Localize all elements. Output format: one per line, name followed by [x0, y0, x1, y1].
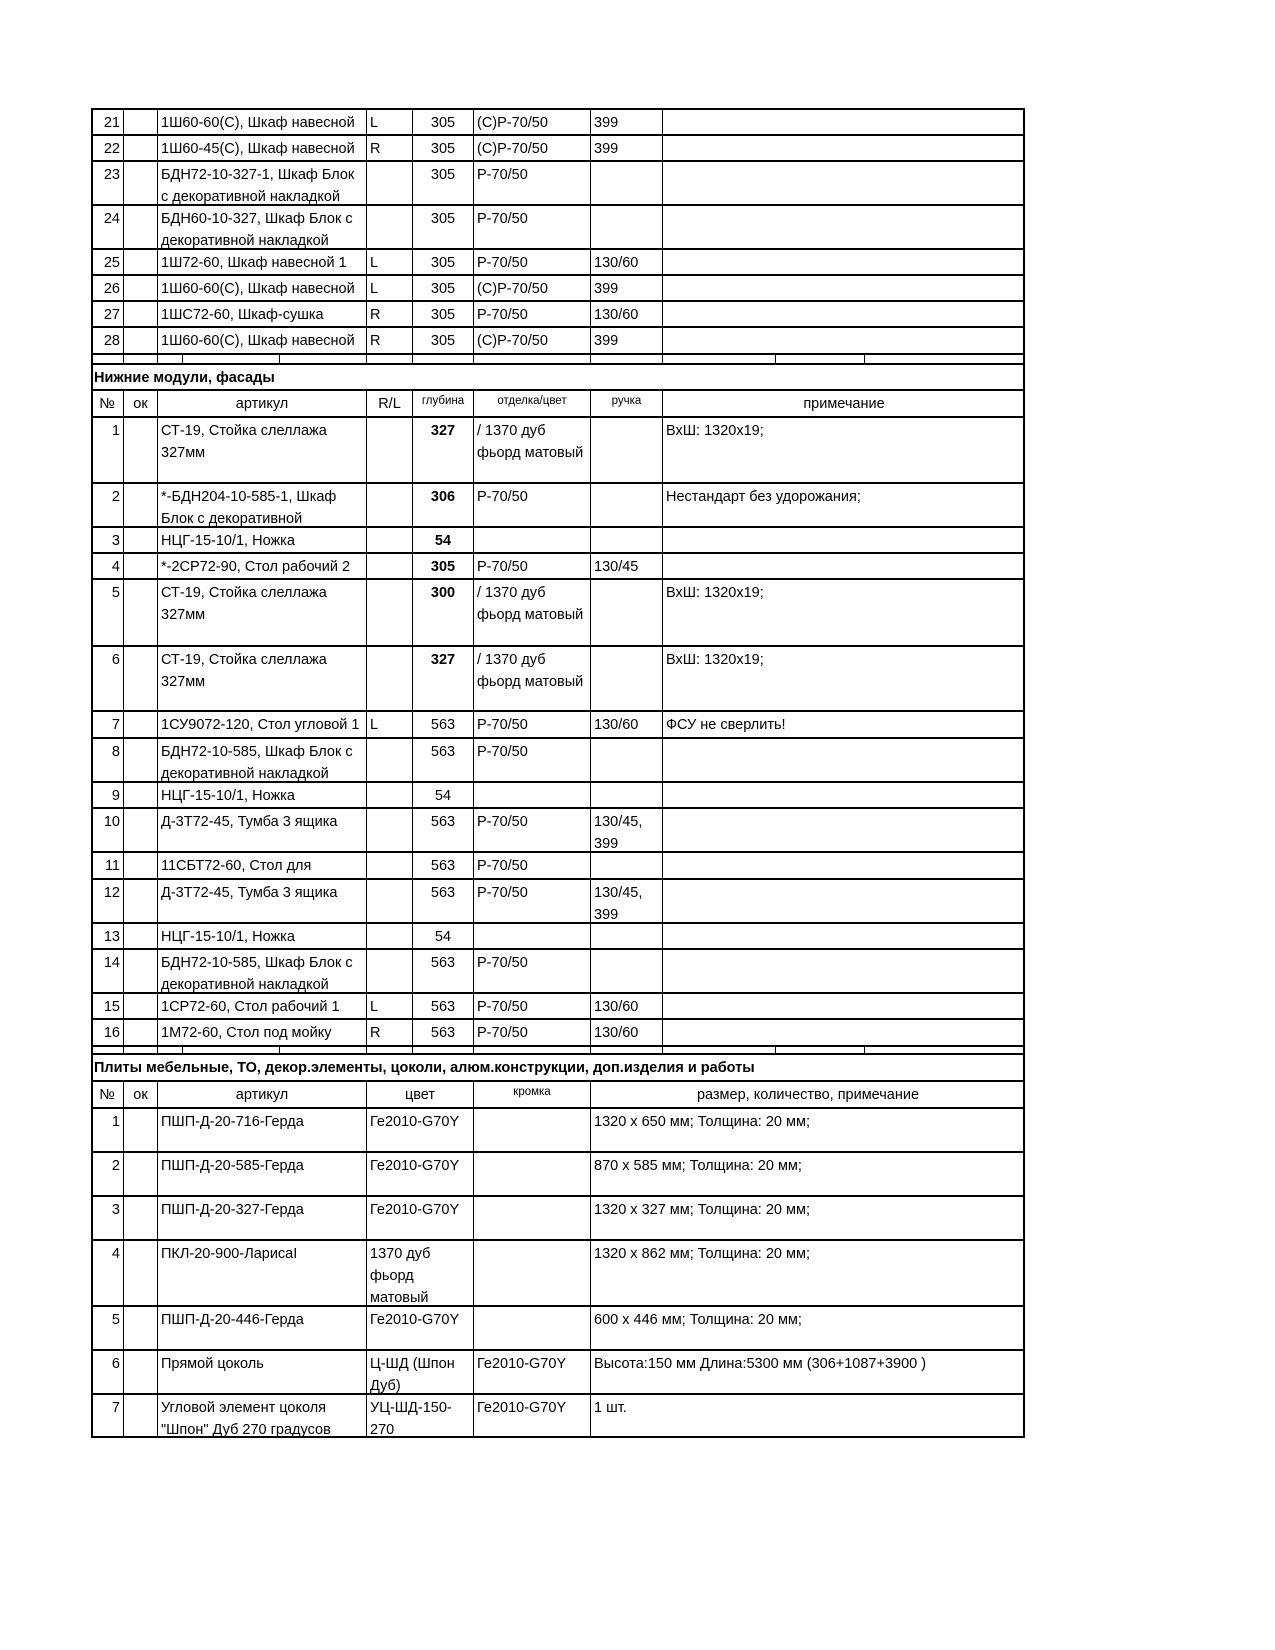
cell [662, 276, 1025, 300]
cell: 27 [103, 307, 120, 323]
cell [123, 162, 157, 204]
cell [366, 647, 412, 710]
cell [123, 783, 157, 807]
cell [662, 853, 1025, 878]
table-row [91, 274, 1025, 300]
cell: 14 [103, 955, 120, 971]
cell: 563 [412, 853, 473, 878]
cell: 306 [412, 484, 473, 526]
cell [590, 162, 662, 204]
table-row [91, 160, 1025, 204]
cell: (С)Р-70/50 [473, 328, 590, 353]
cell: Ге2010-G70Y [366, 1109, 473, 1151]
cell [123, 136, 157, 160]
cell [590, 580, 662, 645]
cell: Р-70/50 [473, 206, 590, 248]
cell: ВхШ: 1320x19; [662, 418, 1025, 482]
cell: 563 [412, 994, 473, 1018]
cell [123, 276, 157, 300]
table-row [91, 1349, 1025, 1393]
cell [123, 528, 157, 552]
cell: 305 [412, 162, 473, 204]
cell: 28 [103, 333, 120, 349]
cell [473, 1153, 590, 1195]
cell: 8 [111, 744, 120, 760]
column-header: кромка [473, 1082, 590, 1107]
table-row [91, 326, 1025, 353]
cell: 327 [412, 418, 473, 482]
cell: 399 [590, 328, 662, 353]
table-row [91, 851, 1025, 878]
cell: 130/60 [590, 994, 662, 1018]
column-header: отделка/цвет [473, 391, 590, 416]
cell [123, 712, 157, 737]
cell [366, 739, 412, 781]
column-header: ок [123, 391, 157, 416]
cell [123, 950, 157, 992]
cell [123, 1020, 157, 1045]
cell [662, 250, 1025, 274]
cell: НЦГ-15-10/1, Ножка [157, 924, 366, 948]
cell [123, 1153, 157, 1195]
cell: R [366, 328, 412, 353]
cell: (С)Р-70/50 [473, 110, 590, 134]
cell [473, 1307, 590, 1349]
cell: / 1370 дуб фьорд матовый [473, 647, 590, 710]
cell: Ге2010-G70Y [366, 1307, 473, 1349]
cell [366, 924, 412, 948]
column-header: размер, количество, примечание [590, 1082, 1025, 1107]
cell: Р-70/50 [473, 880, 590, 922]
column-header: № [99, 1087, 115, 1103]
cell: 399 [590, 136, 662, 160]
spacer-cell [157, 355, 366, 363]
cell: 1ШС72-60, Шкаф-сушка [157, 302, 366, 326]
table-row [91, 248, 1025, 274]
cell [123, 1307, 157, 1349]
cell: 399 [590, 110, 662, 134]
cell [123, 1197, 157, 1239]
column-header: артикул [157, 391, 366, 416]
spacer-cell [366, 355, 412, 363]
cell [590, 528, 662, 552]
column-header-row [91, 1080, 1025, 1107]
cell: 1 шт. [590, 1395, 1025, 1437]
cell: 563 [412, 712, 473, 737]
cell [123, 647, 157, 710]
cell [662, 206, 1025, 248]
cell [366, 580, 412, 645]
cell: СТ-19, Стойка слеллажа 327мм [157, 580, 366, 645]
cell: 11СБТ72-60, Стол для [157, 853, 366, 878]
cell: ПШП-Д-20-446-Герда [157, 1307, 366, 1349]
cell: L [366, 712, 412, 737]
cell: Р-70/50 [473, 712, 590, 737]
cell: 130/60 [590, 302, 662, 326]
cell [123, 994, 157, 1018]
spacer-row [91, 353, 1025, 363]
cell [590, 853, 662, 878]
cell: БДН60-10-327, Шкаф Блок с декоративной накладкой [157, 206, 366, 248]
cell [123, 853, 157, 878]
cell: 54 [412, 528, 473, 552]
cell: 7 [111, 1400, 120, 1416]
cell: ПШП-Д-20-716-Герда [157, 1109, 366, 1151]
cell: 23 [103, 167, 120, 183]
cell: Угловой элемент цоколя "Шпон" Дуб 270 градусов [157, 1395, 366, 1437]
cell: 6 [111, 652, 120, 668]
table-row [91, 1151, 1025, 1195]
cell: 1Ш60-60(С), Шкаф навесной [157, 328, 366, 353]
table-row [91, 108, 1025, 134]
cell: 12 [103, 885, 120, 901]
cell: L [366, 276, 412, 300]
cell [123, 206, 157, 248]
cell: 305 [412, 136, 473, 160]
cell: R [366, 136, 412, 160]
cell [123, 924, 157, 948]
cell [662, 110, 1025, 134]
cell: 3 [111, 533, 120, 549]
cell [366, 528, 412, 552]
cell: 10 [103, 814, 120, 830]
cell: Р-70/50 [473, 853, 590, 878]
cell: ПКЛ-20-900-ЛарисаI [157, 1241, 366, 1305]
cell [662, 1020, 1025, 1045]
cell: 5 [111, 585, 120, 601]
spacer-cell [123, 355, 157, 363]
cell: 1СР72-60, Стол рабочий 1 [157, 994, 366, 1018]
cell [662, 136, 1025, 160]
cell: 305 [412, 302, 473, 326]
cell [366, 484, 412, 526]
cell [662, 994, 1025, 1018]
cell: 130/45, 399 [590, 880, 662, 922]
cell: 24 [103, 211, 120, 227]
table-row [91, 878, 1025, 922]
cell: 305 [412, 250, 473, 274]
table-row [91, 1195, 1025, 1239]
cell [366, 162, 412, 204]
cell: Ге2010-G70Y [473, 1395, 590, 1437]
cell [662, 302, 1025, 326]
cell [590, 783, 662, 807]
cell: 305 [412, 328, 473, 353]
section-header [91, 363, 1025, 389]
spacer-row [91, 1045, 1025, 1053]
spacer-cell [412, 355, 473, 363]
cell: 130/60 [590, 712, 662, 737]
cell [123, 739, 157, 781]
divider [864, 355, 865, 363]
cell: 130/45 [590, 554, 662, 578]
cell [366, 950, 412, 992]
cell [123, 110, 157, 134]
divider [775, 355, 776, 363]
cell: *-2СР72-90, Стол рабочий 2 [157, 554, 366, 578]
table-row [91, 1393, 1025, 1437]
section-title: Плиты мебельные, ТО, декор.элементы, цоколи, алюм.конструкции, доп.изделия и работы [94, 1060, 755, 1076]
cell: 5 [111, 1312, 120, 1328]
column-header: R/L [366, 391, 412, 416]
cell: 16 [103, 1025, 120, 1041]
cell [662, 328, 1025, 353]
cell [473, 1197, 590, 1239]
cell [366, 809, 412, 851]
cell: Р-70/50 [473, 302, 590, 326]
table-row [91, 1018, 1025, 1045]
cell: 563 [412, 739, 473, 781]
cell: 4 [111, 1246, 120, 1262]
cell [366, 206, 412, 248]
cell: 563 [412, 809, 473, 851]
table-row [91, 526, 1025, 552]
divider [279, 355, 280, 363]
cell: БДН72-10-585, Шкаф Блок с декоративной накладкой [157, 950, 366, 992]
cell: 399 [590, 276, 662, 300]
cell [662, 528, 1025, 552]
section-header [91, 1053, 1025, 1080]
cell: *-БДН204-10-585-1, Шкаф Блок с декоративной [157, 484, 366, 526]
table-row [91, 948, 1025, 992]
table-row [91, 300, 1025, 326]
column-header-row [91, 389, 1025, 416]
cell: 1Ш60-45(С), Шкаф навесной [157, 136, 366, 160]
cell: Д-3Т72-45, Тумба 3 ящика [157, 880, 366, 922]
table-row [91, 578, 1025, 645]
cell: 6 [111, 1356, 120, 1372]
cell [590, 739, 662, 781]
cell: 2 [111, 1158, 120, 1174]
cell [123, 302, 157, 326]
cell [662, 880, 1025, 922]
cell: 1320 x 327 мм; Толщина: 20 мм; [590, 1197, 1025, 1239]
cell: L [366, 994, 412, 1018]
column-header: артикул [157, 1082, 366, 1107]
table-row [91, 416, 1025, 482]
cell [123, 880, 157, 922]
table-row [91, 922, 1025, 948]
cell: 11 [104, 858, 120, 874]
cell: 870 x 585 мм; Толщина: 20 мм; [590, 1153, 1025, 1195]
cell: Р-70/50 [473, 1020, 590, 1045]
cell [123, 809, 157, 851]
cell [590, 418, 662, 482]
cell: 25 [103, 255, 120, 271]
cell [590, 950, 662, 992]
cell: R [366, 302, 412, 326]
cell [366, 418, 412, 482]
cell: 1М72-60, Стол под мойку [157, 1020, 366, 1045]
cell: 22 [103, 141, 120, 157]
cell: Р-70/50 [473, 484, 590, 526]
cell [590, 484, 662, 526]
cell [123, 418, 157, 482]
column-header: примечание [662, 391, 1025, 416]
table-row [91, 1107, 1025, 1151]
cell: 9 [111, 788, 120, 804]
table-row [91, 204, 1025, 248]
cell [662, 554, 1025, 578]
cell [123, 484, 157, 526]
cell: 1320 x 650 мм; Толщина: 20 мм; [590, 1109, 1025, 1151]
cell: / 1370 дуб фьорд матовый [473, 580, 590, 645]
cell: 2 [111, 489, 120, 505]
cell [662, 783, 1025, 807]
cell: 563 [412, 880, 473, 922]
cell: 54 [412, 783, 473, 807]
cell: 54 [412, 924, 473, 948]
cell: Р-70/50 [473, 162, 590, 204]
cell: L [366, 110, 412, 134]
cell: 305 [412, 206, 473, 248]
cell [662, 162, 1025, 204]
cell: Прямой цоколь [157, 1351, 366, 1393]
cell: 4 [111, 559, 120, 575]
spacer-cell [590, 355, 662, 363]
divider [182, 355, 183, 363]
cell [123, 1351, 157, 1393]
cell: 26 [103, 281, 120, 297]
section-title: Нижние модули, фасады [94, 370, 275, 386]
cell: Р-70/50 [473, 994, 590, 1018]
cell: ВхШ: 1320x19; [662, 647, 1025, 710]
cell: 7 [111, 717, 120, 733]
cell: НЦГ-15-10/1, Ножка [157, 783, 366, 807]
table-row [91, 134, 1025, 160]
table-row [91, 482, 1025, 526]
cell [123, 328, 157, 353]
spacer-cell [662, 355, 1025, 363]
cell: 1Ш72-60, Шкаф навесной 1 [157, 250, 366, 274]
cell: 13 [103, 929, 120, 945]
table-row [91, 1239, 1025, 1305]
cell: 15 [103, 999, 120, 1015]
column-header: ок [123, 1082, 157, 1107]
cell [473, 1241, 590, 1305]
cell: Ц-ШД (Шпон Дуб) [366, 1351, 473, 1393]
cell [590, 206, 662, 248]
cell: 1370 дуб фьорд матовый [366, 1241, 473, 1305]
cell [366, 853, 412, 878]
cell: 130/45, 399 [590, 809, 662, 851]
cell: 300 [412, 580, 473, 645]
cell: УЦ-ШД-150-270 [366, 1395, 473, 1437]
cell [366, 783, 412, 807]
cell: L [366, 250, 412, 274]
cell: 1Ш60-60(С), Шкаф навесной [157, 110, 366, 134]
cell [366, 880, 412, 922]
cell [473, 1109, 590, 1151]
table-row [91, 1305, 1025, 1349]
cell: 3 [111, 1202, 120, 1218]
column-header: глубина [412, 391, 473, 416]
cell [590, 924, 662, 948]
cell: 600 x 446 мм; Толщина: 20 мм; [590, 1307, 1025, 1349]
cell [662, 924, 1025, 948]
cell: / 1370 дуб фьорд матовый [473, 418, 590, 482]
cell: Р-70/50 [473, 250, 590, 274]
cell: 563 [412, 950, 473, 992]
cell [662, 809, 1025, 851]
table-row [91, 552, 1025, 578]
cell [590, 647, 662, 710]
table-row [91, 992, 1025, 1018]
cell [123, 580, 157, 645]
column-header: № [99, 396, 115, 412]
cell: СТ-19, Стойка слеллажа 327мм [157, 418, 366, 482]
cell: ПШП-Д-20-585-Герда [157, 1153, 366, 1195]
cell: 305 [412, 110, 473, 134]
cell: 1 [111, 423, 120, 439]
spacer-cell [473, 355, 590, 363]
cell: 21 [103, 115, 120, 131]
cell: (С)Р-70/50 [473, 276, 590, 300]
spacer-cell [91, 355, 123, 363]
cell [123, 1109, 157, 1151]
cell: Ге2010-G70Y [366, 1153, 473, 1195]
cell: ФСУ не сверлить! [662, 712, 1025, 737]
cell: ПШП-Д-20-327-Герда [157, 1197, 366, 1239]
cell [123, 554, 157, 578]
cell: 305 [412, 276, 473, 300]
cell: Р-70/50 [473, 554, 590, 578]
cell: Д-3Т72-45, Тумба 3 ящика [157, 809, 366, 851]
cell: Ге2010-G70Y [473, 1351, 590, 1393]
cell: Р-70/50 [473, 739, 590, 781]
cell: 305 [412, 554, 473, 578]
table-row [91, 807, 1025, 851]
table-row [91, 710, 1025, 737]
column-header: ручка [590, 391, 662, 416]
table-row [91, 645, 1025, 710]
column-header: цвет [366, 1082, 473, 1107]
cell: СТ-19, Стойка слеллажа 327мм [157, 647, 366, 710]
cell [366, 554, 412, 578]
table-row [91, 737, 1025, 781]
cell [473, 924, 590, 948]
table-row [91, 781, 1025, 807]
cell: 130/60 [590, 1020, 662, 1045]
cell: Нестандарт без удорожания; [662, 484, 1025, 526]
cell [662, 739, 1025, 781]
cell [123, 1241, 157, 1305]
cell: 1 [111, 1114, 120, 1130]
cell [123, 1395, 157, 1437]
cell: Высота:150 мм Длина:5300 мм (306+1087+3900 ) [590, 1351, 1025, 1393]
cell: 1320 x 862 мм; Толщина: 20 мм; [590, 1241, 1025, 1305]
cell: Р-70/50 [473, 950, 590, 992]
cell: 563 [412, 1020, 473, 1045]
cell: R [366, 1020, 412, 1045]
cell: 1Ш60-60(С), Шкаф навесной [157, 276, 366, 300]
cell: Р-70/50 [473, 809, 590, 851]
cell: ВхШ: 1320x19; [662, 580, 1025, 645]
cell: БДН72-10-585, Шкаф Блок с декоративной накладкой [157, 739, 366, 781]
cell: 130/60 [590, 250, 662, 274]
cell [662, 950, 1025, 992]
cell: 1СУ9072-120, Стол угловой 1 [157, 712, 366, 737]
cell [473, 528, 590, 552]
cell: (С)Р-70/50 [473, 136, 590, 160]
cell: Ге2010-G70Y [366, 1197, 473, 1239]
cell: БДН72-10-327-1, Шкаф Блок с декоративной накладкой [157, 162, 366, 204]
cell: 327 [412, 647, 473, 710]
cell [123, 250, 157, 274]
cell [473, 783, 590, 807]
cell: НЦГ-15-10/1, Ножка [157, 528, 366, 552]
